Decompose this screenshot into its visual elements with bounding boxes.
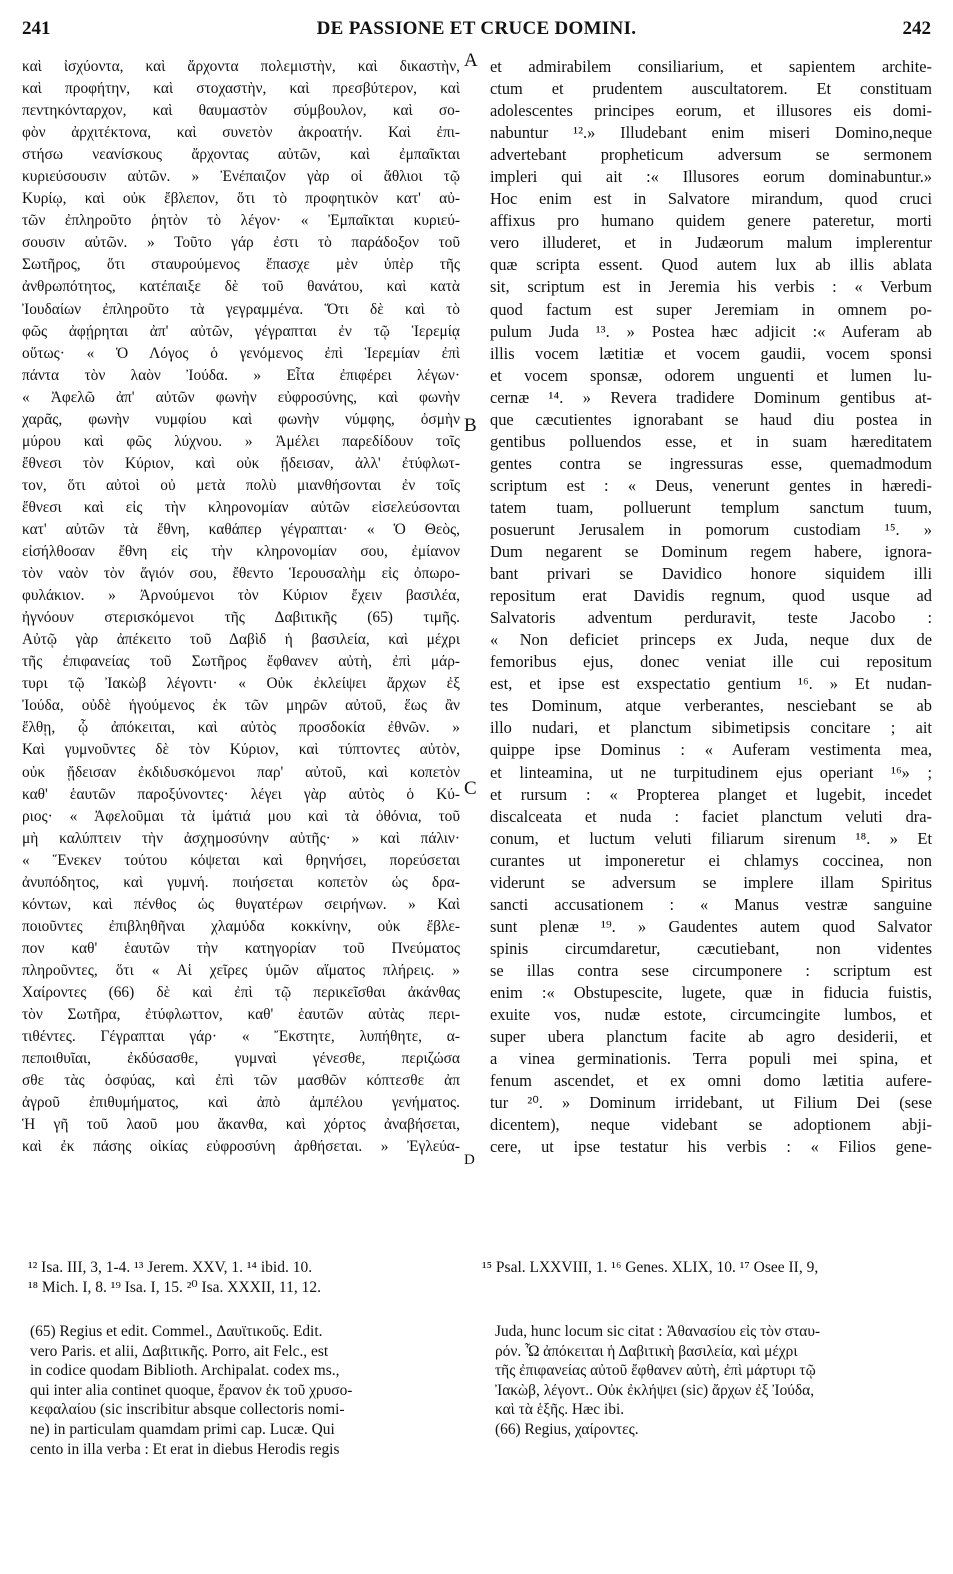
footnotes-left — [28, 1258, 468, 1298]
greek-text-line: Σωτῆρος, ὅτι σταυρούμενος ἔπασχε μὲν ὑπὲρ τῆς — [22, 256, 460, 274]
latin-text-line: dicentem), neque videbant se adoptionem abji- — [490, 1115, 932, 1135]
greek-text-line: φυλάκιον. » Ἀρνούμενοι τὸν Κύριον ἔχειν βασιλέα, — [22, 587, 460, 605]
greek-text-line: φῶς ἀφῄρηται ἀπ' αὐτῶν, γέγραπται ἐν τῷ Ἱερεμίᾳ — [22, 322, 460, 340]
latin-text-line: exuite vos, nudæ estote, circumcingite lumbos, et — [490, 1005, 932, 1025]
note-line: qui inter alia continet quoque, ἔρανον ἐκ τοῦ χρυσο- — [30, 1381, 353, 1399]
greek-text-line: Ἰουδαίων ἐπληροῦτο τὰ γεγραμμένα. Ὅτι δὲ καὶ τὸ — [22, 300, 460, 318]
note-line: in codice quodam Biblioth. Archipalat. codex ms., — [30, 1362, 340, 1380]
latin-text-line: gentes contra se ingressuras esse, quemadmodum — [490, 453, 932, 473]
latin-text-line: cernæ ¹⁴. » Revera tradidere Dominum gentibus at- — [490, 387, 932, 407]
greek-text-line: ἔθνεσι τὸν Κύριον, καὶ οὐκ ᾔδεισαν, ἀλλ' ἐτύφλωτ- — [22, 454, 460, 472]
greek-text-line: καθ' ἑαυτῶν παροξύνοντες· λέγει γὰρ αὐτὸς ὁ Κύ- — [22, 785, 460, 803]
editorial-notes-left — [30, 1322, 470, 1459]
greek-text-line: καὶ προφήτην, καὶ στοχαστὴν, καὶ πρεσβύτερον, καὶ — [22, 80, 460, 98]
greek-text-line: κόντων, καὶ πένθος ὡς θυγατέρων σειρήνων. » Καὶ — [22, 895, 460, 913]
greek-text-line: Ἰούδα, οὐδὲ ἡγούμενος ἐκ τῶν μηρῶν αὐτοῦ, ἕως ἂν — [22, 697, 460, 715]
latin-text-line: scriptum est : « Deus, venerunt gentes in hæredi- — [490, 475, 932, 495]
greek-text-line: ριος· « Ἀφελοῦμαι τὰ ἱμάτιά μου καὶ τὰ ὀθόνια, τοῦ — [22, 807, 460, 825]
latin-text-line: sunt plenæ ¹⁹. » Gaudentes autem quod Salvator — [490, 916, 932, 936]
greek-text-line: σουσιν αὐτῶν. » Τοῦτο γάρ ἐστι τὸ παράδοξον τοῦ — [22, 234, 460, 252]
latin-text-line: adolescentes principes eorum, et illusores eis domi- — [490, 101, 932, 121]
latin-text-line: cere, ut ipse testatur his verbis : « Filios gene- — [490, 1137, 932, 1157]
latin-text-line: gentibus polluendos esse, et in suam hæreditatem — [490, 431, 932, 451]
note-line: τῆς ἐπιφανείας αὐτοῦ ἔφθανεν αὐτὴ, ἐπὶ μάρτυρι τῷ — [495, 1362, 816, 1380]
greek-text-line: οὐκ ᾔδεισαν ἐκδιδυσκόμενοι παρ' αὐτοῦ, καὶ κοπετὸν — [22, 763, 460, 781]
greek-text-line: φὸν ἀρχιτέκτονα, καὶ συνετὸν ἀκροατήν. Καὶ ἐπι- — [22, 124, 460, 142]
latin-text-line: quod factum est super Jeremiam in omnem po- — [490, 299, 932, 319]
page-number-left: 241 — [22, 18, 51, 39]
latin-text-line: quippe ipse Dominus : « Auferam vestimenta mea, — [490, 740, 932, 760]
greek-text-line: Ἡ γῆ τοῦ λαοῦ μου ἄκανθα, καὶ χόρτος ἀναβήσεται, — [22, 1116, 460, 1134]
note-line: ρόν. Ὧ ἀπόκειται ἡ Δαβιτικὴ βασιλεία, καὶ μέχρι — [495, 1342, 798, 1360]
footnotes-right — [482, 1258, 942, 1278]
note-line: καὶ τὰ ἑξῆς. Hæc ibi. — [495, 1401, 625, 1419]
greek-text-line: πεποιθυῖαι, ἐκδύσασθε, γυμναὶ γένεσθε, περιζώσα — [22, 1050, 460, 1068]
latin-text-line: tes Dominum, atque verberantes, nesciebant se ab — [490, 696, 932, 716]
greek-text-line: κυριεύσουσιν αὐτῶν. » Ἐνέπαιζον γὰρ οἱ ἄθλιοι τῷ — [22, 168, 460, 186]
greek-text-line: πληροῦντες, ὅτι « Αἱ χεῖρες ὑμῶν αἵματος πλήρεις. » — [22, 961, 460, 979]
latin-text-line: spinis circumdaretur, cæcutiebant, non videntes — [490, 938, 932, 958]
note-line: vero Paris. et alii, Δαβιτικῆς. Porro, ait Felc., est — [30, 1342, 329, 1360]
greek-text-line: στήσω νεανίσκους ἄρχοντας αὐτῶν, καὶ ἐμπαῖκται — [22, 146, 460, 164]
note-line: (66) Regius, χαίροντες. — [495, 1420, 639, 1438]
latin-text-line: fenum ascendet, et ex omni domo lætitia aufere- — [490, 1071, 932, 1091]
greek-text-line: Κυρίῳ, καὶ οὐκ ἔβλεπον, ὅτι τὸ προφητικὸν κατ' αὐ- — [22, 190, 460, 208]
page-number-right: 242 — [902, 18, 931, 39]
latin-text-line: a vinea germinationis. Terra populi mei spina, et — [490, 1049, 932, 1069]
latin-text-line: vero illuderet, et in Judæorum malum implerentur — [490, 233, 932, 253]
footnote-line: ¹⁸ Mich. I, 8. ¹⁹ Isa. I, 15. ²⁰ Isa. XXXII, 11, 12. — [28, 1279, 321, 1296]
latin-text-line: viderunt se adversum se implere illam Spiritus — [490, 872, 932, 892]
latin-text-line: et rursum : « Propterea planget et lugebit, incedet — [490, 784, 932, 804]
latin-text-line: bant privari se Davidico honore siquidem illi — [490, 564, 932, 584]
greek-column — [22, 56, 460, 1158]
latin-text-line: advertebant propheticum adversum se sermonem — [490, 145, 932, 165]
latin-text-line: pulum Juda ¹³. » Postea hæc adjicit :« Auferam ab — [490, 321, 932, 341]
greek-text-line: τὸν ναὸν τὸν ἅγιόν σου, ἔθεντο Ἱερουσαλὴμ εἰς ὀπωρο- — [22, 565, 460, 583]
latin-text-line: ctum et prudentem auscultatorem. Et constituam — [490, 79, 932, 99]
latin-text-line: repositum erat Davidis regnum, quod usque ad — [490, 586, 932, 606]
footnote-line: ¹⁵ Psal. LXXVIII, 1. ¹⁶ Genes. XLIX, 10. ¹⁷ Osee II, 9, — [482, 1259, 819, 1276]
greek-text-line: ἔθνεσι καὶ εἰς τὴν κληρονομίαν αὐτῶν εἰσελεύσονται — [22, 498, 460, 516]
note-line: cento in illa verba : Et erat in diebus Herodis regis — [30, 1440, 340, 1458]
latin-text-line: est, et ipse est exspectatio gentium ¹⁶. » Et nudan- — [490, 674, 932, 694]
latin-text-line: et linteamina, ut ne turpitudinem ejus operiant ¹⁶» ; — [490, 762, 932, 782]
latin-text-line: sit, scriptum est in Jeremia his verbis : « Verbum — [490, 277, 932, 297]
greek-text-line: τὸν Σωτῆρα, ἐτύφλωττον, καθ' ἑαυτῶν αὐτὰς περι- — [22, 1006, 460, 1024]
greek-text-line: σθε τὰς ὀσφύας, καὶ ἐπὶ τῶν μασθῶν κόπτεσθε ἀπ — [22, 1072, 460, 1090]
latin-text-line: affixus pro humano quidem genere pateretur, morti — [490, 211, 932, 231]
greek-text-line: Αὐτῷ γὰρ ἀπέκειτο τοῦ Δαβὶδ ἡ βασιλεία, καὶ μέχρι — [22, 631, 460, 649]
greek-text-line: ἀνυπόδητος, καὶ γυμνή. ποιήσεται κοπετὸν ὡς δρα- — [22, 873, 460, 891]
latin-text-line: que cæcutientes ignorabant se haud diu postea in — [490, 409, 932, 429]
latin-text-line: curantes ut imponeretur ei chlamys coccinea, non — [490, 850, 932, 870]
note-line: Ἰακὼβ, λέγοντ.. Οὐκ ἐκλήψει (sic) ἄρχων ἐξ Ἰούδα, — [495, 1381, 815, 1399]
footnote-line: ¹² Isa. III, 3, 1-4. ¹³ Jerem. XXV, 1. ¹⁴ ibid. 10. — [28, 1259, 313, 1276]
greek-text-line: τῆς ἐπιφανείας τοῦ Σωτῆρος ἔφθανεν αὐτὴ, ἐπὶ μάρ- — [22, 653, 460, 671]
greek-text-line: πον καθ' ἑαυτῶν τὴν κατηγορίαν τοῦ Πνεύματος — [22, 939, 460, 957]
editorial-notes-right — [495, 1322, 935, 1440]
latin-column — [490, 56, 932, 1158]
greek-text-line: χαρᾶς, φωνὴν νυμφίου καὶ φωνὴν νύμφης, ὀσμὴν — [22, 410, 460, 428]
latin-text-line: super ubera planctum facite ab agro desiderii, et — [490, 1027, 932, 1047]
latin-text-line: conum, et luctum veluti filiarum sirenum ¹⁸. » Et — [490, 828, 932, 848]
greek-text-line: καὶ ἐκ πάσης οἰκίας εὐφροσύνη ἀρθήσεται. » Ἐγλεύα- — [22, 1138, 460, 1156]
section-marker-d: D — [464, 1152, 475, 1168]
greek-text-line: « Ἕνεκεν τούτου κόψεται καὶ θρηνήσει, πορεύσεται — [22, 851, 460, 869]
section-marker-a: A — [464, 50, 478, 71]
note-line: Juda, hunc locum sic citat : Ἀθανασίου εἰς τὸν σταυ- — [495, 1323, 821, 1340]
latin-text-line: illo nudari, et planctum sibimetipsis concitare ; ait — [490, 718, 932, 738]
latin-text-line: et admirabilem consiliarium, et sapientem archite- — [490, 57, 932, 76]
latin-text-line: nabuntur ¹².» Illudebant enim miseri Domino,neque — [490, 123, 932, 143]
greek-text-line: ἔλθῃ, ᾧ ἀπόκειται, καὶ αὐτὸς προσδοκία ἐθνῶν. » — [22, 719, 460, 737]
latin-text-line: impleri qui ait :« Illusores eorum dominabuntur.» — [490, 167, 932, 187]
latin-text-line: illis vocem lætitiæ et vocem gaudii, vocem sponsi — [490, 343, 932, 363]
page-header — [22, 14, 931, 44]
greek-text-line: ἀγροῦ ἐπιθυμήματος, καὶ ἀπὸ ἀμπέλου γενήματος. — [22, 1094, 460, 1112]
latin-text-line: « Non deficiet princeps ex Juda, neque dux de — [490, 630, 932, 650]
section-marker-b: B — [464, 415, 477, 436]
latin-text-line: sancti accusationem : « Manus vestræ sanguine — [490, 894, 932, 914]
greek-text-line: ἠγνόουν στερισκόμενοι τῆς Δαβιτικῆς (65) τιμῆς. — [22, 609, 460, 627]
latin-text-line: tatem tuam, polluerunt templum sanctum tuum, — [490, 497, 932, 517]
greek-text-line: πάντα τὸν λαὸν Ἰούδα. » Εἶτα ἐπιφέρει λέγων· — [22, 366, 460, 384]
greek-text-line: κατ' αὐτῶν τὰ ἔθνη, καθάπερ γέγραπται· « Ὁ Θεὸς, — [22, 520, 460, 538]
greek-text-line: τυρι τῷ Ἰακὼβ λέγοντι· « Οὐκ ἐκλείψει ἄρχων ἐξ — [22, 675, 460, 693]
latin-text-line: discalceata et nuda : faciet planctum veluti dra- — [490, 806, 932, 826]
greek-text-line: Χαίροντες (66) δὲ καὶ ἐπὶ τῷ περικεῖσθαι ἀκάνθας — [22, 983, 460, 1001]
greek-text-line: ποιοῦντες ἐπιβληθῆναι χλαμύδα κοκκίνην, οὐκ ἔβλε- — [22, 917, 460, 935]
latin-text-line: posuerunt Jerusalem in pomorum custodiam ¹⁵. » — [490, 519, 932, 539]
latin-text-line: enim :« Obstupescite, lugete, quæ in fiducia fuistis, — [490, 982, 932, 1002]
greek-text-line: μὴ καλύπτειν τὴν ἀσχημοσύνην αὐτῆς· » καὶ πάλιν· — [22, 829, 460, 847]
latin-text-line: Salvatoris adventum perduravit, teste Jacobo : — [490, 608, 932, 628]
greek-text-line: εἰσήλθοσαν ἔθνη εἰς τὴν κληρονομίαν σου, ἐμίανον — [22, 543, 460, 561]
latin-text-line: femoribus ejus, donec veniat ille cui repositum — [490, 652, 932, 672]
greek-text-line: τον, ὅτι αὐτοὶ οὐ μετὰ πολὺ μιανθήσονται ἐν τοῖς — [22, 476, 460, 494]
section-marker-c: C — [464, 778, 477, 799]
running-title: DE PASSIONE ET CRUCE DOMINI. — [316, 18, 637, 39]
greek-text-line: « Ἀφελῶ ἀπ' αὐτῶν φωνὴν εὐφροσύνης, καὶ φωνὴν — [22, 388, 460, 406]
latin-text-line: se illas contra sese circumponere : scriptum est — [490, 960, 932, 980]
note-line: (65) Regius et edit. Commel., Δαυϊτικοῦς. Edit. — [30, 1323, 323, 1340]
latin-text-line: et vocem sponsæ, odorem unguenti et lumen lu- — [490, 365, 932, 385]
latin-text-line: Hoc enim est in Salvatore mirandum, quod cruci — [490, 189, 932, 209]
latin-text-line: quæ scripta essent. Quod autem lux ab illis ablata — [490, 255, 932, 275]
greek-text-line: τῶν ἐπληροῦτο ῥητὸν τὸ λέγον· « Ἐμπαῖκται κυριεύ- — [22, 212, 460, 230]
greek-text-line: πεντηκόνταρχον, καὶ θαυμαστὸν σύμβουλον, καὶ σο- — [22, 102, 460, 120]
greek-text-line: ἀνθρωπότητος, κατέπαιξε δὲ τοῦ θανάτου, καὶ κατὰ — [22, 278, 460, 296]
latin-text-line: tur ²⁰. » Dominum irridebant, ut Filium Dei (sese — [490, 1093, 932, 1113]
greek-text-line: μύρου καὶ φῶς λύχνου. » Ἀμέλει παρεδίδουν τοῖς — [22, 432, 460, 450]
greek-text-line: καὶ ἰσχύοντα, καὶ ἄρχοντα πολεμιστὴν, καὶ δικαστὴν, — [22, 58, 460, 75]
greek-text-line: τιθέντες. Γέγραπται γάρ· « Ἔκστητε, λυπήθητε, α- — [22, 1028, 460, 1046]
latin-text-line: Dum negarent se Dominum regem habere, ignora- — [490, 542, 932, 562]
greek-text-line: Καὶ γυμνοῦντες δὲ τὸν Κύριον, καὶ τύπτοντες αὐτὸν, — [22, 741, 460, 759]
note-line: ne) in particulam quamdam primi cap. Lucæ. Qui — [30, 1420, 335, 1438]
greek-text-line: οὕτως· « Ὁ Λόγος ὁ γενόμενος ἐπὶ Ἱερεμίαν ἐπὶ — [22, 344, 460, 362]
note-line: κεφαλαίου (sic inscribitur absque collectoris nomi- — [30, 1401, 345, 1419]
